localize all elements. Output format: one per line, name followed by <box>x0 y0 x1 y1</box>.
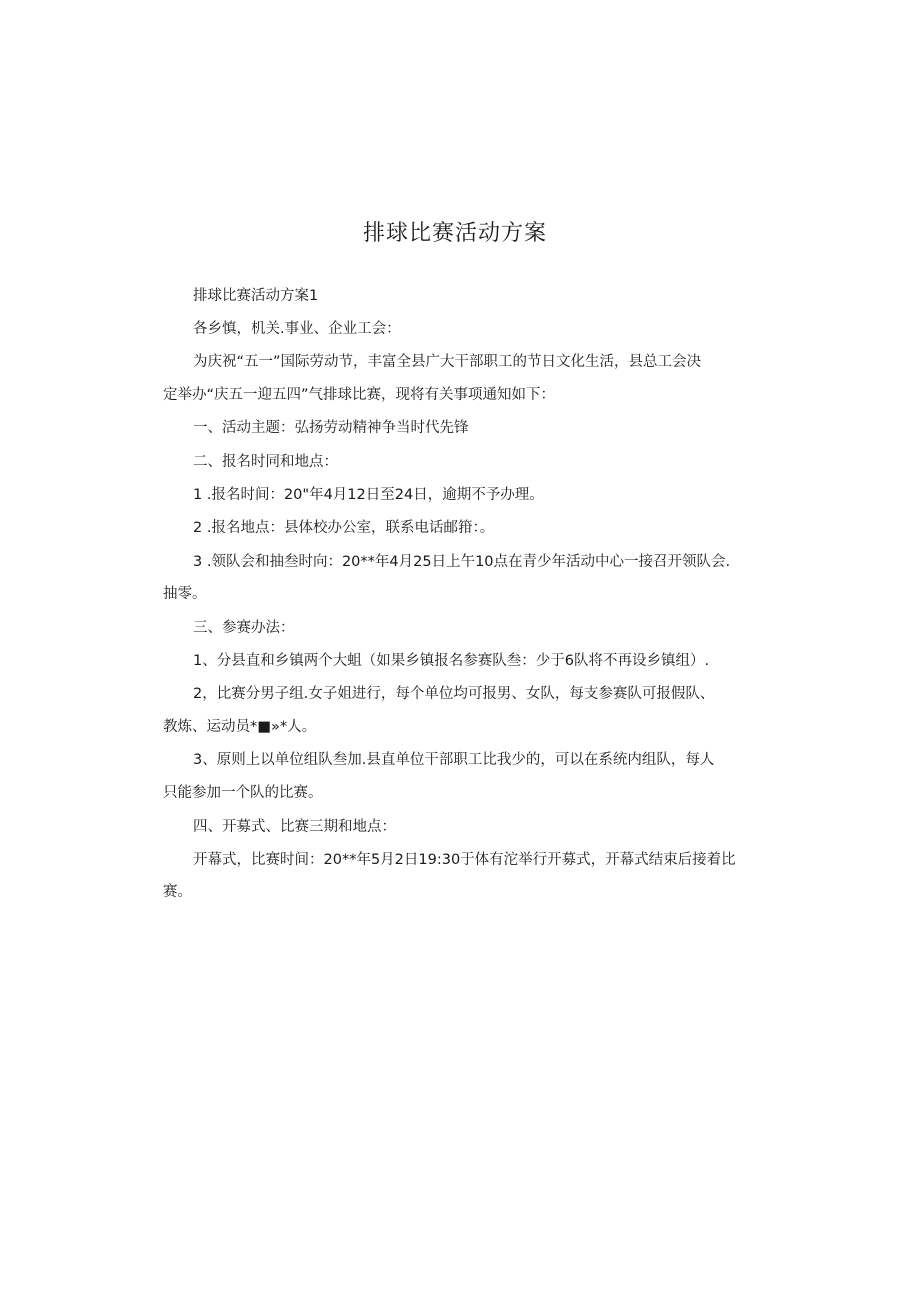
salutation: 各乡慎，机关.事业、企业工会： <box>193 321 401 337</box>
paragraph-line: 三、参赛办法： <box>193 620 295 636</box>
paragraph-line: 1 .报名时间：20"年4月12日至24日，逾期不予办理。 <box>193 487 544 503</box>
paragraph-line: 定举办“庆五一迎五四”气排球比赛，现将有关事项通知如下： <box>163 387 556 403</box>
paragraph-line: 只能参加一个队的比赛。 <box>163 785 323 801</box>
paragraph-line: 3、原则上以单位组队叁加.县直单位干部职工比我少的，可以在系统内组队，每人 <box>193 752 715 768</box>
paragraph-line: 开幕式，比赛时间：20**年5月2日19:30于体有沱举行开募式，开幕式结束后接着比 <box>193 852 736 868</box>
paragraph-line: 抽零。 <box>163 586 207 602</box>
paragraph-line: 赛。 <box>163 884 192 900</box>
section-heading: 排球比赛活动方案1 <box>193 288 319 304</box>
paragraph-line: 教炼、运动员*■»*人。 <box>163 719 317 735</box>
paragraph-line: 1、分县直和乡镇两个大蛆（如果乡镇报名参赛队叁：少于6队将不再设乡镇组）. <box>193 653 710 669</box>
paragraph-line: 四、开募式、比赛三期和地点： <box>193 819 396 835</box>
document-title: 排球比赛活动方案 <box>362 221 547 246</box>
paragraph-line: 一、活动主题：弘扬劳动精神争当时代先锋 <box>193 420 469 436</box>
paragraph-line: 二、报名时同和地点： <box>193 454 338 470</box>
paragraph-line: 为庆祝“五一”国际劳动节，丰富全县广大干部职工的节日文化生活，县总工会决 <box>193 354 702 370</box>
paragraph-line: 2 .报名地点：县体校办公室，联系电话邮箝：。 <box>193 520 495 536</box>
paragraph-line: 3 .领队会和抽叁时向：20**年4月25日上午10点在青少年活动中心一接召开领队会. <box>193 554 731 570</box>
paragraph-line: 2，比赛分男子组.女子姐进行，每个单位均可报男、女队，每支参赛队可报假队、 <box>193 686 715 702</box>
